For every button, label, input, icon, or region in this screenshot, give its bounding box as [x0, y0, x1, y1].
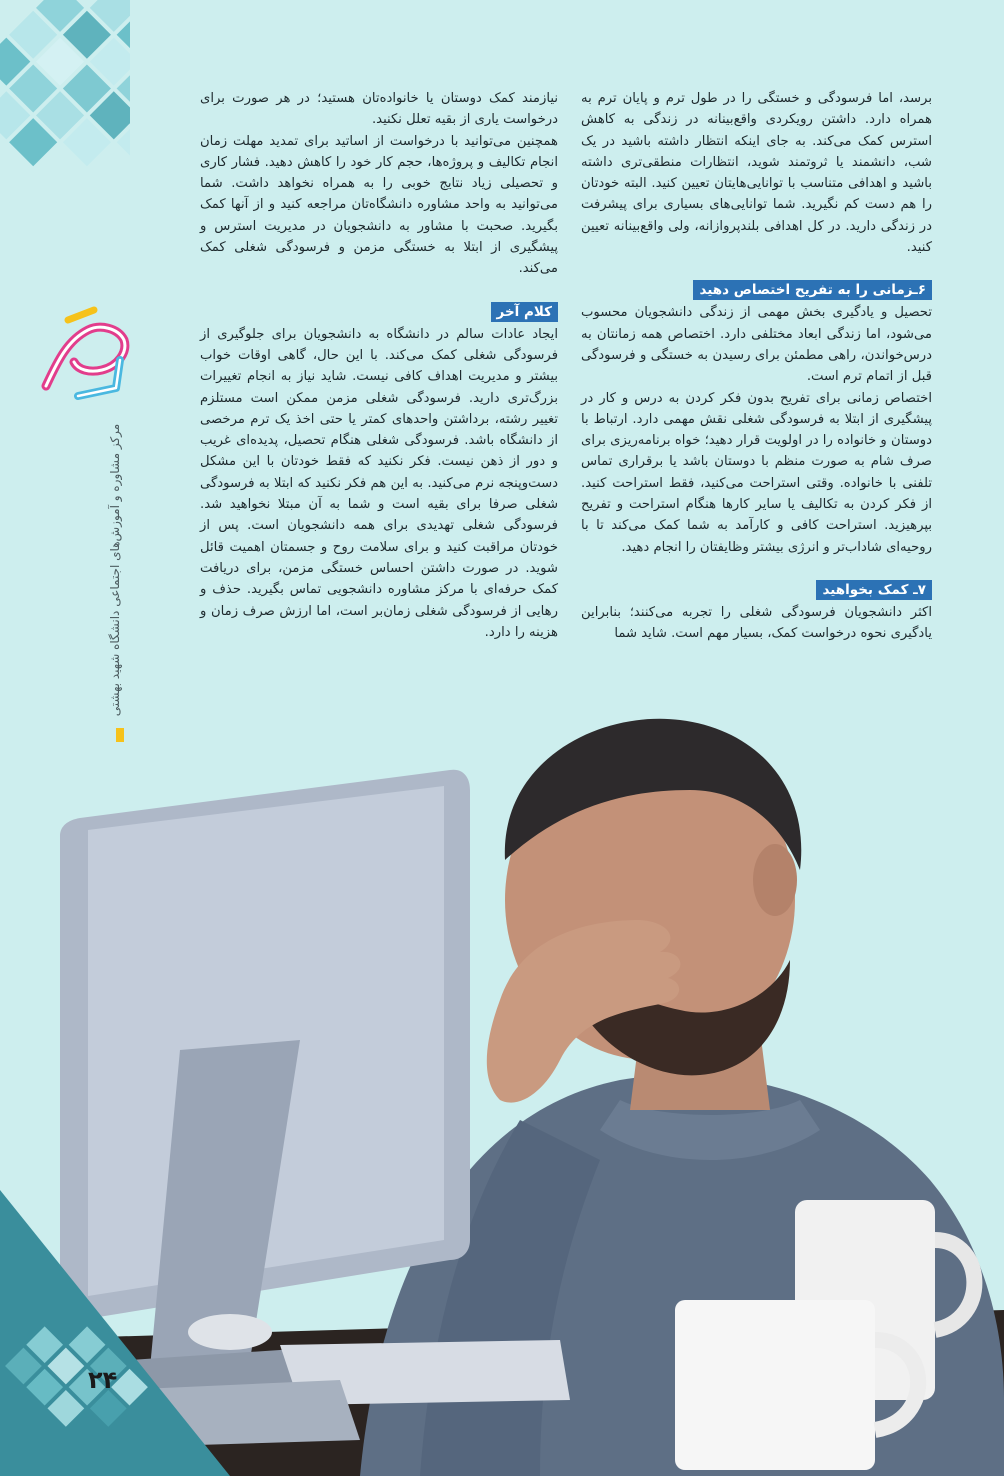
section-heading-7: ۷ـ کمک بخواهید — [816, 580, 932, 600]
side-caption-text: مرکز مشاوره و آموزش‌های اجتماعی دانشگاه شهید بهشتی — [108, 423, 122, 717]
section-heading-final: کلام آخر — [491, 302, 558, 322]
decorative-mosaic-bottom — [0, 1190, 230, 1476]
decorative-mosaic-top — [0, 0, 130, 300]
paragraph-6b: اختصاص زمانی برای تفریح بدون فکر کردن به درس و کار در پیشگیری از ابتلا به فرسودگی شغلی نقش مهمی دارد. ارتباط با دوستان و خانواده را در اولویت قرار دهید؛ خواه برنامه‌ریزی برای صرف شام به صورت منظم با دوستان باشد یا برقراری تماس تلفنی با خانواده. وقتی استراحت می‌کنید، فقط استراحت کنید. از فکر کردن به تکالیف یا سایر کارها هنگام استراحت و تفریح بپرهیزید. استراحت کافی و کارآمد به شما کمک می‌کند تا با روحیه‌ای شاداب‌تر و انرژی بیشتر وظایفتان را انجام دهید. — [581, 390, 932, 555]
paragraph-help: نیازمند کمک دوستان یا خانواده‌تان هستید؛ در هر صورت برای درخواست یاری از بقیه تعلل نکنید. — [200, 91, 558, 128]
paragraph-counseling: همچنین می‌توانید با درخواست از اساتید برای تمدید مهلت زمان انجام تکالیف و پروژه‌ها، حجم کار خود را کاهش دهید. فشار کاری و تحصیلی زیاد نتایج خوبی را به همراه نخواهد داشت. شما می‌توانید به واحد مشاوره دانشگاه‌تان مراجعه کنید و از آنها کمک بگیرید. صحبت با مشاور به دانشجویان در مدیریت استرس و پیشگیری از ابتلا به خستگی مزمن و فرسودگی شغلی کمک می‌کند. — [200, 133, 558, 277]
page-number: ۲۴ — [88, 1366, 118, 1394]
magazine-logo — [38, 300, 130, 410]
paragraph-7: اکثر دانشجویان فرسودگی شغلی را تجربه می‌کنند؛ بنابراین یادگیری نحوه درخواست کمک، بسیار مهم است. شاید شما — [581, 604, 932, 642]
article-column-right — [581, 88, 932, 645]
paragraph-final: ایجاد عادات سالم در دانشگاه به دانشجویان برای جلوگیری از فرسودگی شغلی کمک می‌کند. با این حال، گاهی اوقات خواب بیشتر و مدیریت اهداف کافی نیست. شاید نیاز به انجام تغییرات بزرگ‌تری دارید. فرسودگی شغلی مزمن ممکن است مستلزم تغییر رشته، برداشتن واحدهای کمتر یا حتی اخذ یک ترم مرخصی از دانشگاه باشد. فرسودگی شغلی هنگام تحصیل، پدیده‌ای غریب و دور از ذهن نیست. فکر نکنید که فقط خودتان با این مشکل دست‌وپنجه نرم می‌کنید. به این هم فکر نکنید که ابتلا به فرسودگی شغلی صرفا برای بقیه است و شما به آن مبتلا نخواهید شد. فرسودگی شغلی تهدیدی برای همه دانشجویان است. پس از خودتان مراقبت کنید و برای سلامت روح و جسمتان اهمیت قائل شوید. در صورت داشتن احساس خستگی مزمن، برای دریافت کمک حرفه‌ای با مرکز مشاوره دانشجویی تماس بگیرید. حذف و رهایی از فرسودگی شغلی زمان‌بر است، اما ارزش صرف زمان و هزینه را دارد. — [200, 326, 558, 640]
article-column-left — [200, 88, 558, 643]
side-caption — [90, 405, 140, 735]
paragraph-intro: برسد، اما فرسودگی و خستگی را در طول ترم و پایان ترم به همراه دارد. داشتن رویکردی واقع‌بینانه در زندگی به کاهش استرس کمک می‌کند. به جای اینکه انتظار داشته باشید در یک شب، دانشمند یا ثروتمند شوید، انتظارات منطقی‌تری داشته باشید و اهدافی متناسب با توانایی‌هایتان تعیین کنید. البته خودتان را هم دست کم نگیرید. شما توانایی‌های بسیاری برای پیشرفت در زندگی دارید. در کل اهدافی بلندپروازانه، ولی واقع‌بینانه تعیین کنید. — [581, 91, 932, 256]
paragraph-6a: تحصیل و یادگیری بخش مهمی از زندگی دانشجویان محسوب می‌شود، اما زندگی ابعاد مختلفی دارد. اختصاص همه زمانتان به درس‌خواندن، راهی مطمئن برای رسیدن به خستگی و فرسودگی قبل از اتمام ترم است. — [581, 305, 932, 385]
section-heading-6: ۶ـزمانی را به تفریح اختصاص دهید — [693, 280, 932, 300]
